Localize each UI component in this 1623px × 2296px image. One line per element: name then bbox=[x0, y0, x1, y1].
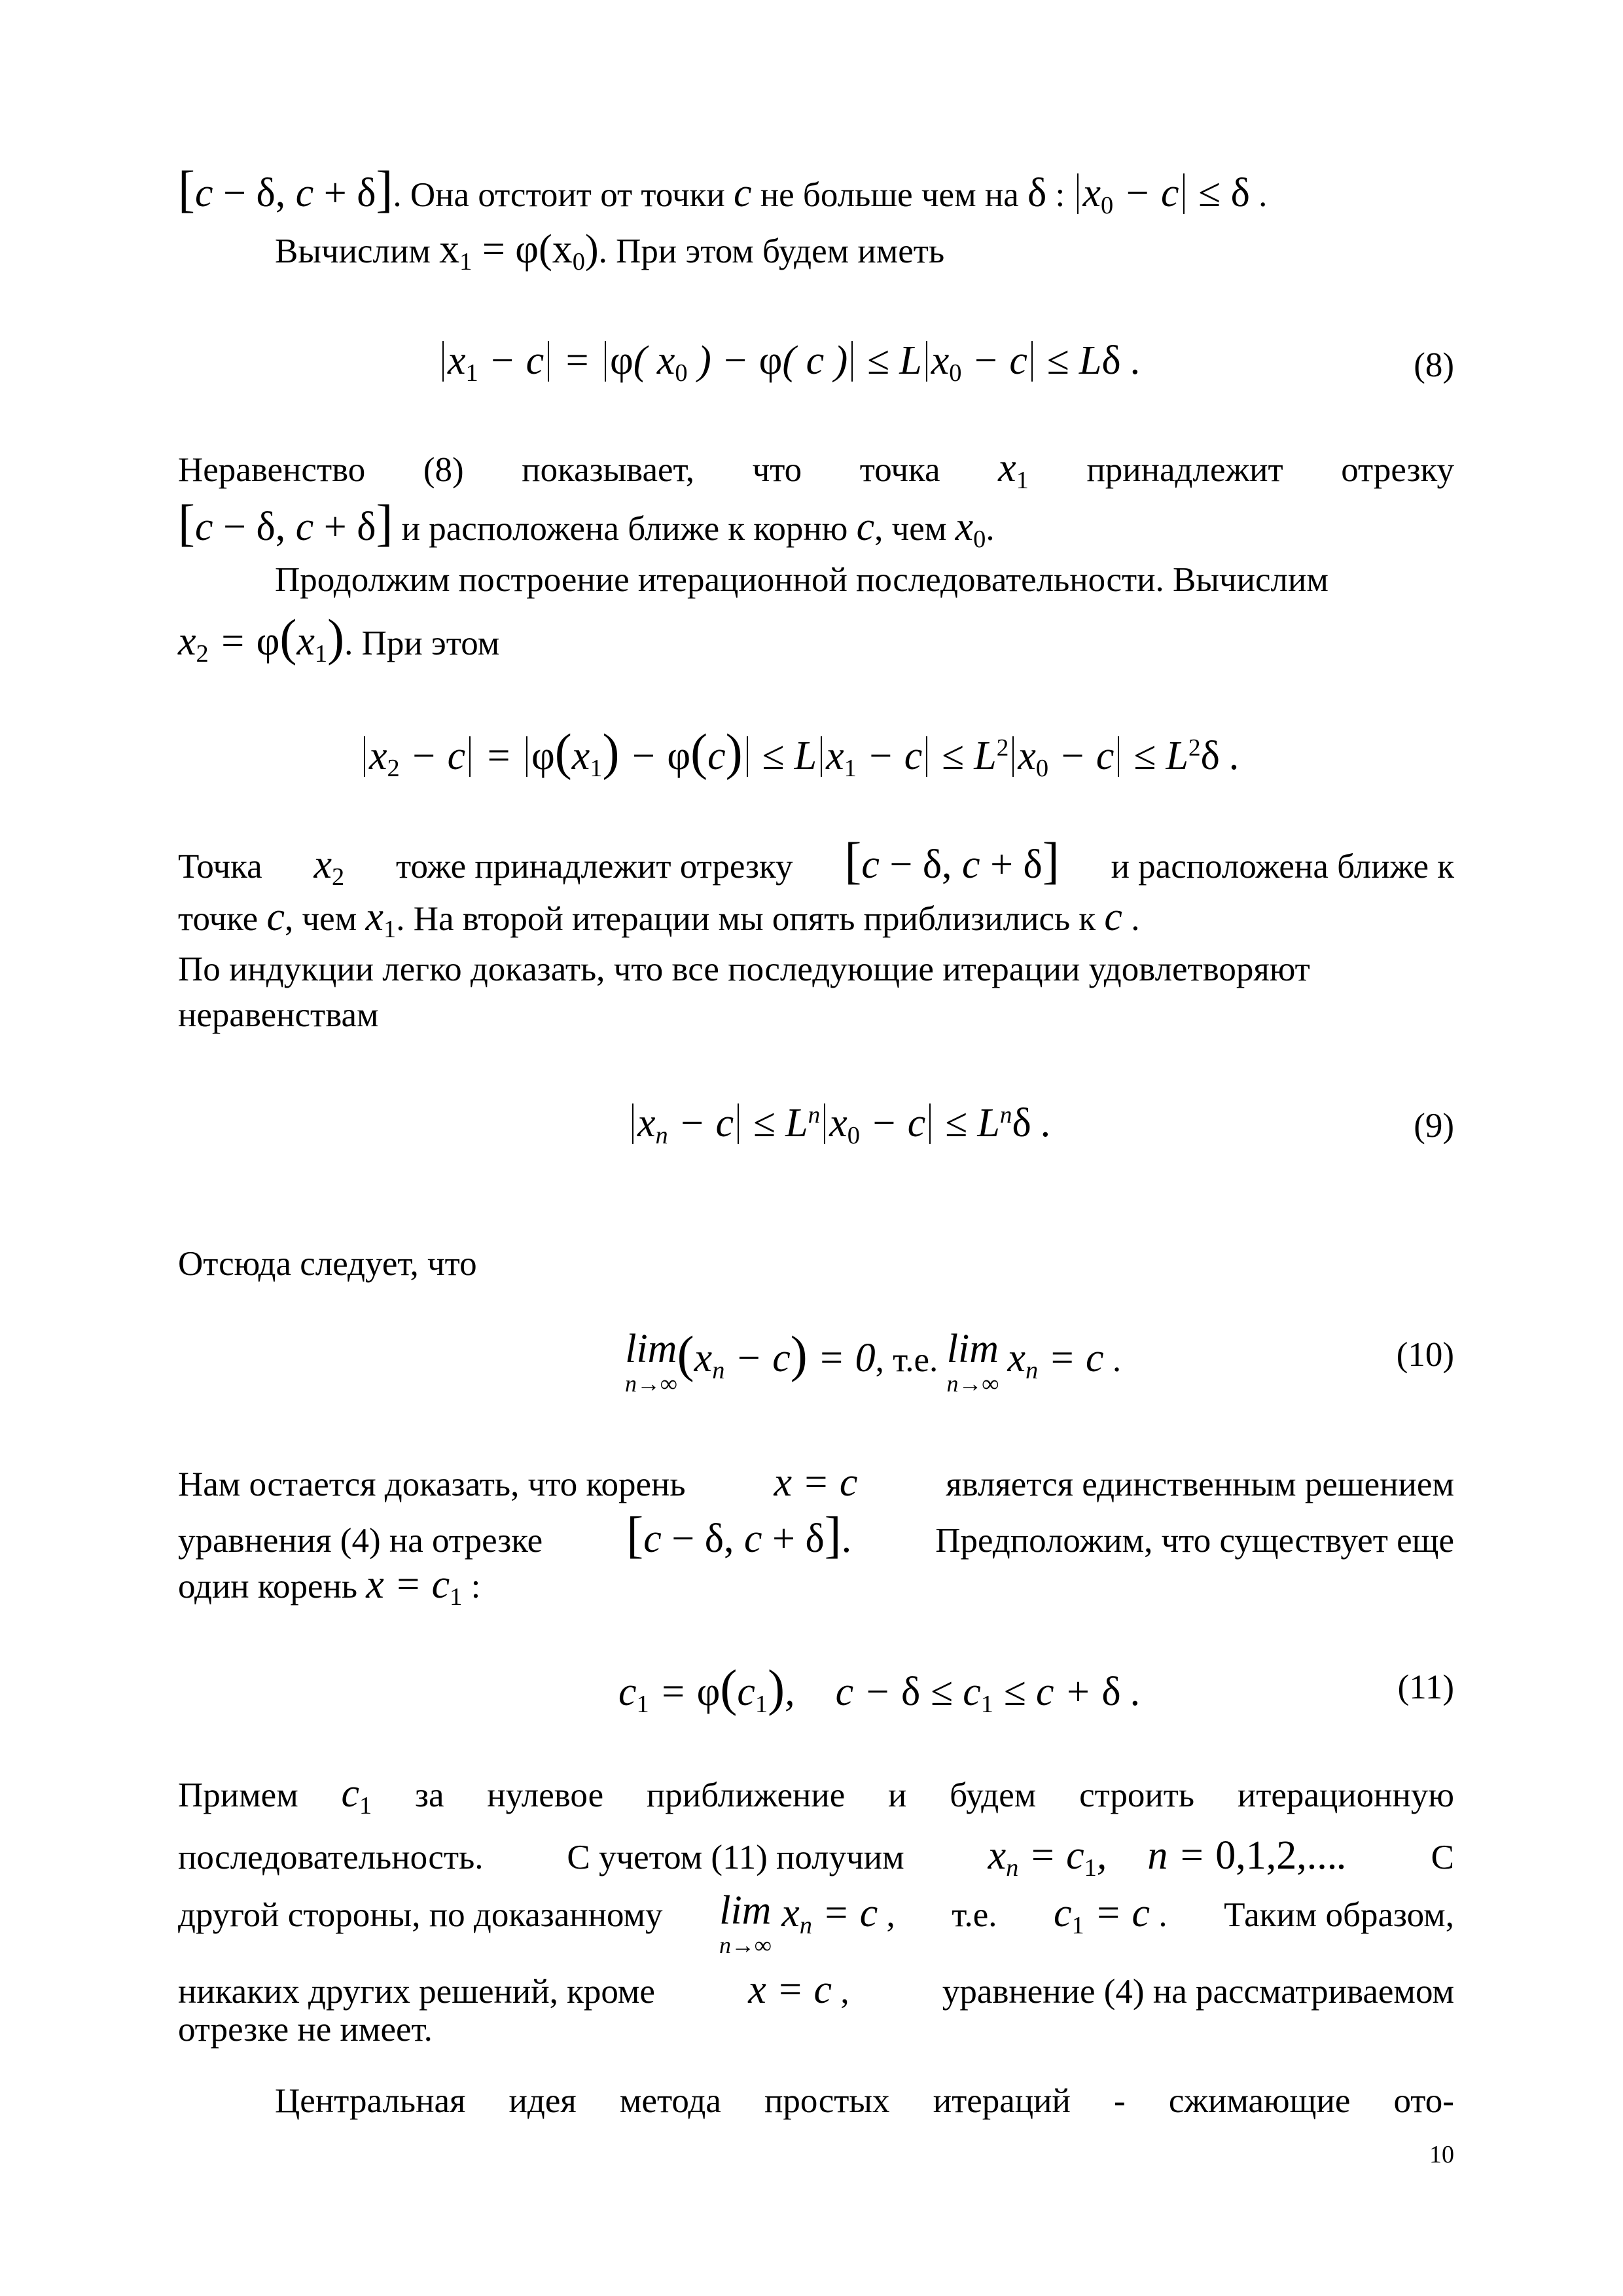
text: Таким образом, bbox=[1224, 1896, 1454, 1934]
text: другой стороны, по доказанному bbox=[178, 1896, 663, 1934]
lim-subscript: n→∞ bbox=[946, 1371, 999, 1397]
word: сжимающие bbox=[1168, 2082, 1351, 2120]
paragraph-7-line-5 bbox=[178, 2013, 433, 2047]
text: точке bbox=[178, 900, 259, 938]
line1-mid: не больше чем на bbox=[760, 176, 1019, 214]
word: показывает, bbox=[522, 451, 694, 489]
word: итерационную bbox=[1237, 1776, 1454, 1814]
text-line-2: Вычислим $x_1 = \varphi(x_0)$. При этом будем иметь bbox=[275, 227, 945, 276]
text: Предположим, что существует еще bbox=[935, 1522, 1454, 1560]
word: нулевое bbox=[487, 1776, 604, 1814]
equation-10: lim n→∞ (xn − c) = 0, т.е. lim n→∞ xn = c . bbox=[625, 1325, 1122, 1397]
lim-subscript: n→∞ bbox=[625, 1371, 677, 1397]
paragraph-1-line-2: [c − δ, c + δ] и расположена ближе к корню c, чем $x_0$. bbox=[178, 494, 995, 553]
text: На второй итерации мы опять приблизились к bbox=[413, 900, 1096, 938]
word: точка bbox=[859, 451, 940, 489]
text: последовательность. bbox=[178, 1839, 484, 1876]
lim-word: lim bbox=[946, 1327, 999, 1371]
text: один корень bbox=[178, 1568, 358, 1605]
paragraph-7-line-4: никаких других решений, кроме x = c , уравнение (4) на рассматриваемом bbox=[178, 1967, 1454, 2012]
paragraph-4-line-1 bbox=[178, 952, 1310, 987]
equation-11: $c_1 = \varphi(c_1)$, $c - \delta \le c_1 \le c + \delta$ . bbox=[618, 1659, 1141, 1718]
text: и расположена ближе к корню bbox=[401, 510, 848, 548]
word: простых bbox=[764, 2082, 890, 2120]
word: будем bbox=[950, 1776, 1037, 1814]
equation-9: xn − $c \le L^n$ $x_0 - c \le L^n\delta$ . bbox=[628, 1103, 1052, 1148]
word: - bbox=[1114, 2082, 1126, 2120]
line2-text-b: При этом будем иметь bbox=[616, 232, 945, 270]
word: итераций bbox=[933, 2082, 1071, 2120]
equation-9-number: (9) bbox=[1414, 1107, 1454, 1145]
text: т.е. bbox=[893, 1341, 938, 1379]
equation-8-number: (8) bbox=[1414, 346, 1454, 384]
word: ото- bbox=[1393, 2082, 1454, 2120]
paragraph-7-line-3: другой стороны, по доказанному lim n→∞ xn = c , т.е. $c_1 = c$ . Таким образом, bbox=[178, 1888, 1454, 1958]
word: строить bbox=[1079, 1776, 1195, 1814]
text: Нам остается доказать, что корень bbox=[178, 1465, 686, 1503]
text: По индукции легко доказать, что все последующие итерации удовлетворяют bbox=[178, 950, 1310, 988]
word: приближение bbox=[646, 1776, 846, 1814]
equation-10-number: (10) bbox=[1396, 1336, 1454, 1374]
word: отрезку bbox=[1341, 451, 1454, 489]
word: Центральная bbox=[275, 2082, 466, 2120]
text: чем bbox=[302, 900, 357, 938]
equation-11-number: (11) bbox=[1397, 1668, 1454, 1706]
lim-word: lim bbox=[719, 1888, 772, 1933]
text: неравенствам bbox=[178, 996, 379, 1034]
text: является единственным решением bbox=[946, 1465, 1454, 1503]
paragraph-6-line-1: Нам остается доказать, что корень x = c является единственным решением bbox=[178, 1460, 1454, 1505]
word: что bbox=[752, 451, 802, 489]
lim-word: lim bbox=[625, 1327, 677, 1371]
text: Отсюда следует, что bbox=[178, 1245, 477, 1283]
paragraph-3-line-2: точке c, чем $x_1$. На второй итерации мы опять приблизились к c . bbox=[178, 895, 1140, 943]
text: При этом bbox=[361, 624, 500, 662]
equation-x2: $x_2 - c = \varphi(x_1) - \varphi(c) \le L$ $x_1 - c \le L^2$ $x_0 - c \le L^2\delta$ . bbox=[360, 726, 1240, 781]
paragraph-8-line-1 bbox=[275, 2081, 1454, 2121]
word: за bbox=[415, 1776, 444, 1814]
paragraph-2-line-1 bbox=[275, 563, 1329, 598]
text-line-1: [c − δ, c + δ]. Она отстоит от точки c не больше чем на δ : $x_0 - c \le \delta$ . bbox=[178, 160, 1268, 219]
text: уравнения (4) на отрезке bbox=[178, 1522, 543, 1560]
paragraph-2-line-2: $x_2 = \varphi(x_1)$. При этом bbox=[178, 609, 500, 668]
page-number: 10 bbox=[1429, 2141, 1454, 2168]
word: Точка bbox=[178, 848, 262, 886]
paragraph-7-line-2: последовательность. С учетом (11) получим xn = $c_1$, n = 0,1,2,.... С bbox=[178, 1833, 1454, 1882]
word: Примем bbox=[178, 1776, 298, 1814]
paragraph-6-line-2: уравнения (4) на отрезке [c − δ, c + δ]. Предположим, что существует еще bbox=[178, 1506, 1454, 1563]
paragraph-7-line-1: Примем $c_1$ за нулевое приближение и будем строить итерационную bbox=[178, 1771, 1454, 1820]
lim-subscript: n→∞ bbox=[719, 1932, 772, 1958]
text: С bbox=[1431, 1839, 1454, 1876]
text: никаких других решений, кроме bbox=[178, 1973, 655, 2011]
text: Продолжим построение итерационной последовательности. Вычислим bbox=[275, 561, 1329, 599]
word: (8) bbox=[423, 451, 464, 489]
word: принадлежит bbox=[1086, 451, 1283, 489]
paragraph-1-line-1: Неравенство (8) показывает, что точка $x_1$ принадлежит отрезку bbox=[178, 446, 1454, 494]
paragraph-3-line-1: Точка $x_2$ тоже принадлежит отрезку [c − δ, c + δ] и расположена ближе к bbox=[178, 832, 1454, 891]
text: и расположена ближе к bbox=[1111, 848, 1454, 886]
text: С учетом (11) получим bbox=[567, 1839, 904, 1876]
text: чем bbox=[891, 510, 947, 548]
paragraph-4-line-2 bbox=[178, 998, 379, 1033]
word: Неравенство bbox=[178, 451, 366, 489]
paragraph-6-line-3: один корень $x = c_1$ : bbox=[178, 1562, 481, 1611]
paragraph-5 bbox=[178, 1247, 477, 1282]
word: идея bbox=[508, 2082, 577, 2120]
word: и bbox=[888, 1776, 907, 1814]
line2-text-a: Вычислим bbox=[275, 232, 431, 270]
equation-8: $x_1 - c = \varphi$( $x_0$ ) − φ( c ) ≤ L $x_0 - c \le L\delta$ . bbox=[438, 340, 1141, 386]
line1-text: Она отстоит от точки bbox=[410, 176, 725, 214]
text: т.е. bbox=[952, 1896, 997, 1934]
word: метода bbox=[619, 2082, 721, 2120]
text: уравнение (4) на рассматриваемом bbox=[942, 1973, 1454, 2011]
text: отрезке не имеет. bbox=[178, 2011, 433, 2049]
text: тоже принадлежит отрезку bbox=[396, 848, 793, 886]
